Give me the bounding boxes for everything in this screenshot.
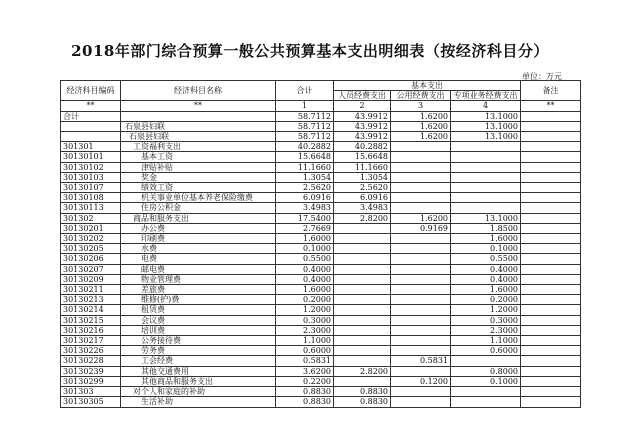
cell-name: 物业管理费 [121, 274, 276, 284]
table-row [61, 183, 581, 193]
cell-special: 0.2000 [451, 295, 521, 305]
cell-note [521, 193, 581, 203]
cell-public [391, 244, 451, 254]
cell-total: 0.2200 [276, 376, 334, 386]
cell-name: 石泉县妇联 [121, 121, 276, 131]
cell-public [391, 172, 451, 182]
cell-code: 30130214 [61, 305, 121, 315]
cell-total: 0.8830 [276, 387, 334, 397]
cell-code: 30130217 [61, 336, 121, 346]
cell-public [391, 193, 451, 203]
cell-special [451, 397, 521, 407]
cell-public [391, 142, 451, 152]
table-row [61, 132, 581, 142]
table-row [61, 244, 581, 254]
cell-note [521, 397, 581, 407]
cell-public [391, 336, 451, 346]
cell-personnel [334, 223, 391, 233]
cell-note [521, 213, 581, 223]
cell-public [391, 387, 451, 397]
index-cell: 4 [451, 101, 521, 111]
cell-code: 30130299 [61, 376, 121, 386]
header-note: 备注 [521, 81, 581, 101]
cell-total: 6.0916 [276, 193, 334, 203]
cell-code: 30130201 [61, 223, 121, 233]
cell-personnel: 0.8830 [334, 387, 391, 397]
cell-name: 基本工资 [121, 152, 276, 162]
cell-personnel [334, 376, 391, 386]
cell-code: 301303 [61, 387, 121, 397]
table-row [61, 142, 581, 152]
cell-personnel [334, 325, 391, 335]
cell-personnel [334, 244, 391, 254]
cell-code: 30130228 [61, 356, 121, 366]
cell-code: 301301 [61, 142, 121, 152]
cell-code: 30130108 [61, 193, 121, 203]
cell-special: 0.8000 [451, 366, 521, 376]
cell-public [391, 264, 451, 274]
cell-name: 商品和服务支出 [121, 213, 276, 223]
cell-personnel: 2.8200 [334, 366, 391, 376]
table-row [61, 376, 581, 386]
index-cell: ** [121, 101, 276, 111]
cell-special: 0.4000 [451, 274, 521, 284]
cell-public [391, 274, 451, 284]
cell-name: 公务接待费 [121, 336, 276, 346]
cell-personnel: 43.9912 [334, 121, 391, 131]
cell-code: 30130211 [61, 285, 121, 295]
cell-special [451, 162, 521, 172]
cell-total: 0.2000 [276, 295, 334, 305]
cell-note [521, 305, 581, 315]
table-row [61, 162, 581, 172]
cell-personnel: 0.8830 [334, 397, 391, 407]
index-cell: 3 [391, 101, 451, 111]
cell-code: 30130202 [61, 234, 121, 244]
table-row [61, 336, 581, 346]
budget-table [60, 80, 581, 408]
header-total: 合计 [276, 81, 334, 101]
header-row-1 [61, 81, 581, 91]
cell-total: 1.3054 [276, 172, 334, 182]
cell-personnel [334, 305, 391, 315]
cell-total: 3.4983 [276, 203, 334, 213]
cell-note [521, 203, 581, 213]
cell-special: 0.1000 [451, 376, 521, 386]
cell-total: 0.4000 [276, 274, 334, 284]
cell-personnel [334, 264, 391, 274]
cell-name: 生活补助 [121, 397, 276, 407]
cell-special [451, 193, 521, 203]
cell-name: 差旅费 [121, 285, 276, 295]
cell-total: 58.7112 [276, 111, 334, 121]
cell-special: 0.1000 [451, 244, 521, 254]
cell-personnel [334, 274, 391, 284]
cell-public: 0.5831 [391, 356, 451, 366]
table-row [61, 254, 581, 264]
cell-note [521, 172, 581, 182]
report-title: 2018年部门综合预算一般公共预算基本支出明细表（按经济科目分） [71, 42, 549, 60]
cell-code: 30130207 [61, 264, 121, 274]
cell-name: 津贴补贴 [121, 162, 276, 172]
cell-code: 30130226 [61, 346, 121, 356]
cell-name: 劳务费 [121, 346, 276, 356]
table-row [61, 203, 581, 213]
cell-code: 30130113 [61, 203, 121, 213]
cell-public: 1.6200 [391, 132, 451, 142]
cell-name: 对个人和家庭的补助 [121, 387, 276, 397]
cell-personnel: 6.0916 [334, 193, 391, 203]
cell-personnel [334, 285, 391, 295]
cell-special [451, 203, 521, 213]
index-cell: ** [521, 101, 581, 111]
cell-total: 1.6000 [276, 285, 334, 295]
cell-special [451, 183, 521, 193]
cell-name: 机关事业单位基本养老保险缴费 [121, 193, 276, 203]
cell-personnel [334, 356, 391, 366]
cell-total: 0.4000 [276, 264, 334, 274]
header-personnel: 人员经费支出 [334, 91, 391, 101]
cell-special: 0.3000 [451, 315, 521, 325]
cell-code: 30130216 [61, 325, 121, 335]
cell-total: 15.6648 [276, 152, 334, 162]
cell-special: 13.1000 [451, 111, 521, 121]
cell-note [521, 285, 581, 295]
cell-personnel: 43.9912 [334, 111, 391, 121]
cell-note [521, 234, 581, 244]
cell-public [391, 325, 451, 335]
cell-public [391, 315, 451, 325]
cell-name: 工会经费 [121, 356, 276, 366]
cell-name: 其他商品和服务支出 [121, 376, 276, 386]
cell-code: 30130206 [61, 254, 121, 264]
cell-name: 会议费 [121, 315, 276, 325]
cell-code: 30130102 [61, 162, 121, 172]
cell-name: 住房公积金 [121, 203, 276, 213]
cell-public [391, 295, 451, 305]
cell-note [521, 387, 581, 397]
cell-note [521, 244, 581, 254]
cell-public [391, 397, 451, 407]
cell-special: 1.2000 [451, 305, 521, 315]
cell-total: 1.1000 [276, 336, 334, 346]
cell-name: 办公费 [121, 223, 276, 233]
index-cell: 2 [334, 101, 391, 111]
table-row [61, 223, 581, 233]
cell-note [521, 162, 581, 172]
cell-total: 0.6000 [276, 346, 334, 356]
cell-personnel: 43.9912 [334, 132, 391, 142]
cell-code: 30130103 [61, 172, 121, 182]
cell-code: 30130239 [61, 366, 121, 376]
cell-total: 11.1660 [276, 162, 334, 172]
table-row [61, 366, 581, 376]
cell-code: 301302 [61, 213, 121, 223]
cell-note [521, 264, 581, 274]
table-row [61, 305, 581, 315]
cell-name: 租赁费 [121, 305, 276, 315]
cell-total: 0.3000 [276, 315, 334, 325]
cell-code: 30130205 [61, 244, 121, 254]
cell-total: 58.7112 [276, 121, 334, 131]
cell-total: 1.6000 [276, 234, 334, 244]
table-row [61, 121, 581, 131]
cell-total: 0.5831 [276, 356, 334, 366]
cell-personnel [334, 336, 391, 346]
cell-special [451, 172, 521, 182]
cell-note [521, 336, 581, 346]
header-basic: 基本支出 [334, 81, 521, 91]
cell-personnel: 1.3054 [334, 172, 391, 182]
cell-name: 水费 [121, 244, 276, 254]
index-cell: 1 [276, 101, 334, 111]
cell-personnel [334, 346, 391, 356]
cell-code: 30130213 [61, 295, 121, 305]
cell-note [521, 376, 581, 386]
table-row [61, 315, 581, 325]
cell-special: 13.1000 [451, 213, 521, 223]
cell-personnel: 11.1660 [334, 162, 391, 172]
cell-total: 2.7669 [276, 223, 334, 233]
cell-special [451, 387, 521, 397]
header-public: 公用经费支出 [391, 91, 451, 101]
cell-name: 维修(护)费 [121, 295, 276, 305]
cell-total: 0.1000 [276, 244, 334, 254]
cell-public [391, 254, 451, 264]
cell-total: 3.6200 [276, 366, 334, 376]
table-row [61, 234, 581, 244]
cell-personnel: 15.6648 [334, 152, 391, 162]
cell-total: 0.8830 [276, 397, 334, 407]
index-cell: ** [61, 101, 121, 111]
cell-name: 石泉县妇联 [121, 132, 276, 142]
cell-personnel [334, 234, 391, 244]
cell-personnel [334, 254, 391, 264]
table-row [61, 152, 581, 162]
cell-personnel: 2.8200 [334, 213, 391, 223]
cell-name: 电费 [121, 254, 276, 264]
cell-public: 0.9169 [391, 223, 451, 233]
cell-public [391, 346, 451, 356]
cell-note [521, 274, 581, 284]
cell-code: 30130209 [61, 274, 121, 284]
cell-personnel: 2.5620 [334, 183, 391, 193]
cell-personnel [334, 295, 391, 305]
table-row [61, 356, 581, 366]
cell-total: 0.5500 [276, 254, 334, 264]
cell-total: 2.5620 [276, 183, 334, 193]
cell-special: 1.1000 [451, 336, 521, 346]
cell-name [121, 111, 276, 121]
cell-special: 0.6000 [451, 346, 521, 356]
header-name: 经济科目名称 [121, 81, 276, 101]
cell-public: 1.6200 [391, 213, 451, 223]
cell-personnel [334, 315, 391, 325]
cell-public: 1.6200 [391, 121, 451, 131]
cell-note [521, 142, 581, 152]
table-row [61, 111, 581, 121]
cell-note [521, 111, 581, 121]
cell-name: 邮电费 [121, 264, 276, 274]
cell-note [521, 254, 581, 264]
cell-special: 1.6000 [451, 234, 521, 244]
table-row [61, 325, 581, 335]
cell-code: 30130215 [61, 315, 121, 325]
unit-label: 单位：万元 [522, 72, 562, 81]
cell-public [391, 162, 451, 172]
table-row [61, 193, 581, 203]
cell-name: 绩效工资 [121, 183, 276, 193]
cell-note [521, 295, 581, 305]
table-row [61, 213, 581, 223]
cell-note [521, 315, 581, 325]
header-special: 专项业务经费支出 [451, 91, 521, 101]
cell-public: 0.1200 [391, 376, 451, 386]
cell-name: 奖金 [121, 172, 276, 182]
cell-name: 其他交通费用 [121, 366, 276, 376]
cell-note [521, 325, 581, 335]
cell-special [451, 142, 521, 152]
table-row [61, 295, 581, 305]
cell-total: 17.5400 [276, 213, 334, 223]
cell-total: 1.2000 [276, 305, 334, 315]
cell-note [521, 121, 581, 131]
cell-special: 2.3000 [451, 325, 521, 335]
cell-note [521, 183, 581, 193]
cell-total: 40.2882 [276, 142, 334, 152]
table-row [61, 285, 581, 295]
cell-code: 30130305 [61, 397, 121, 407]
cell-special: 13.1000 [451, 121, 521, 131]
cell-code: 30130101 [61, 152, 121, 162]
cell-code: 合计 [61, 111, 121, 121]
cell-special [451, 356, 521, 366]
cell-public [391, 285, 451, 295]
cell-public [391, 305, 451, 315]
table-row [61, 274, 581, 284]
cell-note [521, 152, 581, 162]
table-row [61, 387, 581, 397]
cell-code [61, 132, 121, 142]
cell-special: 0.5500 [451, 254, 521, 264]
cell-special: 1.6000 [451, 285, 521, 295]
cell-note [521, 132, 581, 142]
cell-total: 2.3000 [276, 325, 334, 335]
table-row [61, 264, 581, 274]
cell-public: 1.6200 [391, 111, 451, 121]
cell-special: 1.8500 [451, 223, 521, 233]
cell-special: 0.4000 [451, 264, 521, 274]
cell-name: 工资福利支出 [121, 142, 276, 152]
cell-public [391, 152, 451, 162]
cell-total: 58.7112 [276, 132, 334, 142]
cell-personnel: 40.2882 [334, 142, 391, 152]
table-row [61, 172, 581, 182]
table-row [61, 397, 581, 407]
header-code: 经济科目编码 [61, 81, 121, 101]
cell-public [391, 366, 451, 376]
cell-special [451, 152, 521, 162]
cell-public [391, 234, 451, 244]
cell-public [391, 203, 451, 213]
cell-name: 培训费 [121, 325, 276, 335]
cell-note [521, 356, 581, 366]
cell-personnel: 3.4983 [334, 203, 391, 213]
index-row [61, 101, 581, 111]
cell-name: 印刷费 [121, 234, 276, 244]
cell-note [521, 223, 581, 233]
cell-note [521, 366, 581, 376]
cell-note [521, 346, 581, 356]
cell-code [61, 121, 121, 131]
cell-code: 30130107 [61, 183, 121, 193]
cell-special: 13.1000 [451, 132, 521, 142]
cell-public [391, 183, 451, 193]
table-row [61, 346, 581, 356]
